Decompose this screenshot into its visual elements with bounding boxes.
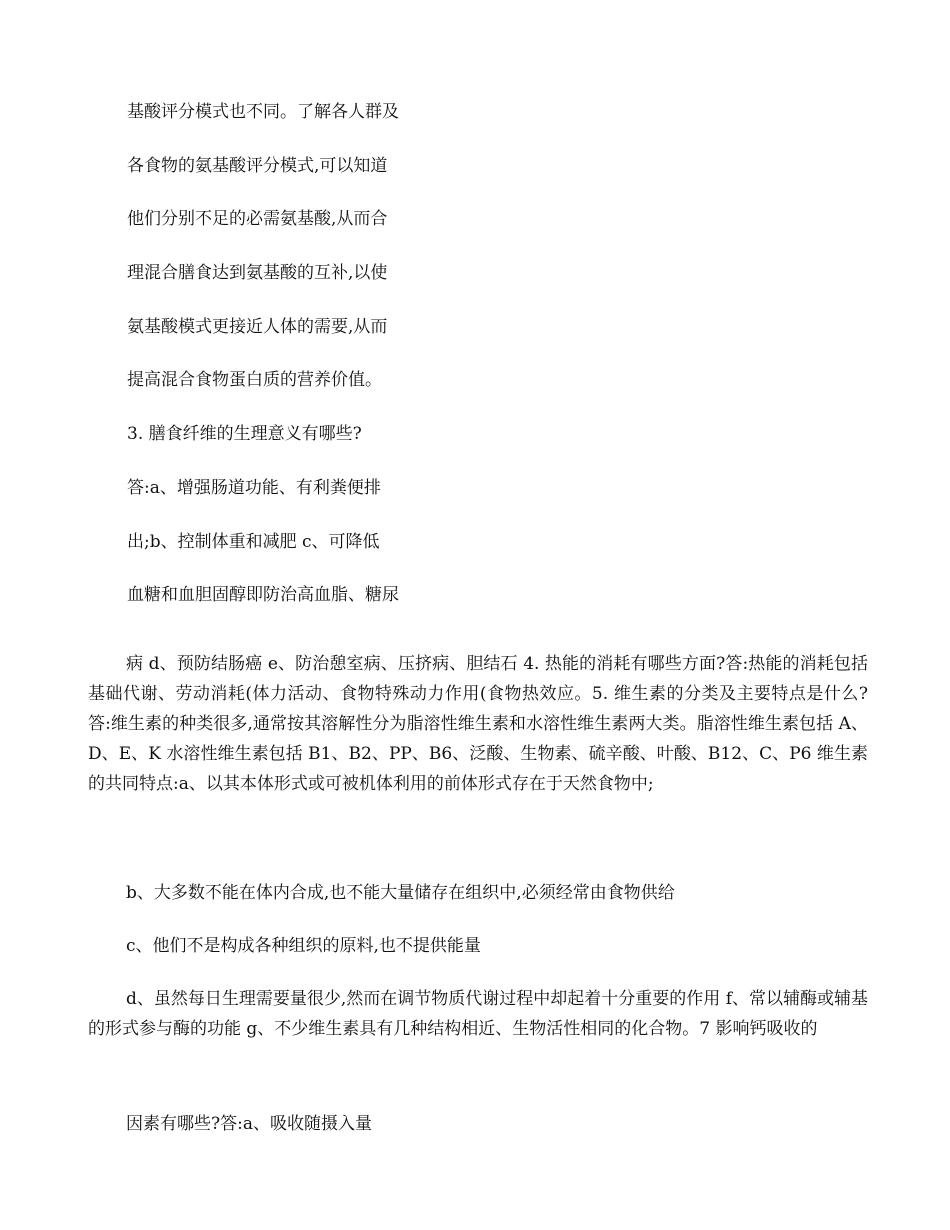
body-paragraph: c、他们不是构成各种组织的原料,也不提供能量 <box>126 936 481 956</box>
text-line: 氨基酸模式更接近人体的需要,从而 <box>127 316 388 337</box>
text-line: 提高混合食物蛋白质的营养价值。 <box>127 370 382 391</box>
text-line: 基酸评分模式也不同。了解各人群及 <box>127 102 399 122</box>
question-heading: 3. 膳食纤维的生理意义有哪些? <box>127 424 362 445</box>
text-line: 答:a、增强肠道功能、有利粪便排 <box>127 477 381 498</box>
body-paragraph: b、大多数不能在体内合成,也不能大量储存在组织中,必须经常由食物供给 <box>126 883 675 903</box>
text-line: 他们分别不足的必需氨基酸,从而合 <box>127 209 388 230</box>
narrow-text-column <box>127 98 547 635</box>
text-line: 各食物的氨基酸评分模式,可以知道 <box>127 155 388 176</box>
text-line: 出;b、控制体重和减肥 c、可降低 <box>127 531 380 552</box>
body-paragraph: 因素有哪些?答:a、吸收随摄入量 <box>126 1114 372 1134</box>
body-paragraph: 病 d、预防结肠癌 e、防治憩室病、压挤病、胆结石 4. 热能的消耗有哪些方面?答:热能的消耗包括基础代谢、劳动消耗(体力活动、食物特殊动力作用(食物热效应。5. 维生素的分类及主要特点是什么?答:维生素的种类很多,通常按其溶解性分为脂溶性维生素和水溶性维生素两大类。脂溶性维生素包括 A、D、E、K 水溶性维生素包括 B1、B2、PP、B6、泛酸、生物素、硫辛酸、叶酸、B12、C、P6 维生素的共同特点:a、以其本体形式或可被机体利用的前体形式存在于天然食物中; <box>88 654 868 794</box>
text-line: 理混合膳食达到氨基酸的互补,以使 <box>127 263 388 284</box>
body-paragraph: d、虽然每日生理需要量很少,然而在调节物质代谢过程中却起着十分重要的作用 f、常以辅酶或辅基的形式参与酶的功能 g、不少维生素具有几种结构相近、生物活性相同的化合物。7 影响钙吸收的 <box>88 989 868 1039</box>
text-line: 血糖和血胆固醇即防治高血脂、糖尿 <box>127 585 399 606</box>
